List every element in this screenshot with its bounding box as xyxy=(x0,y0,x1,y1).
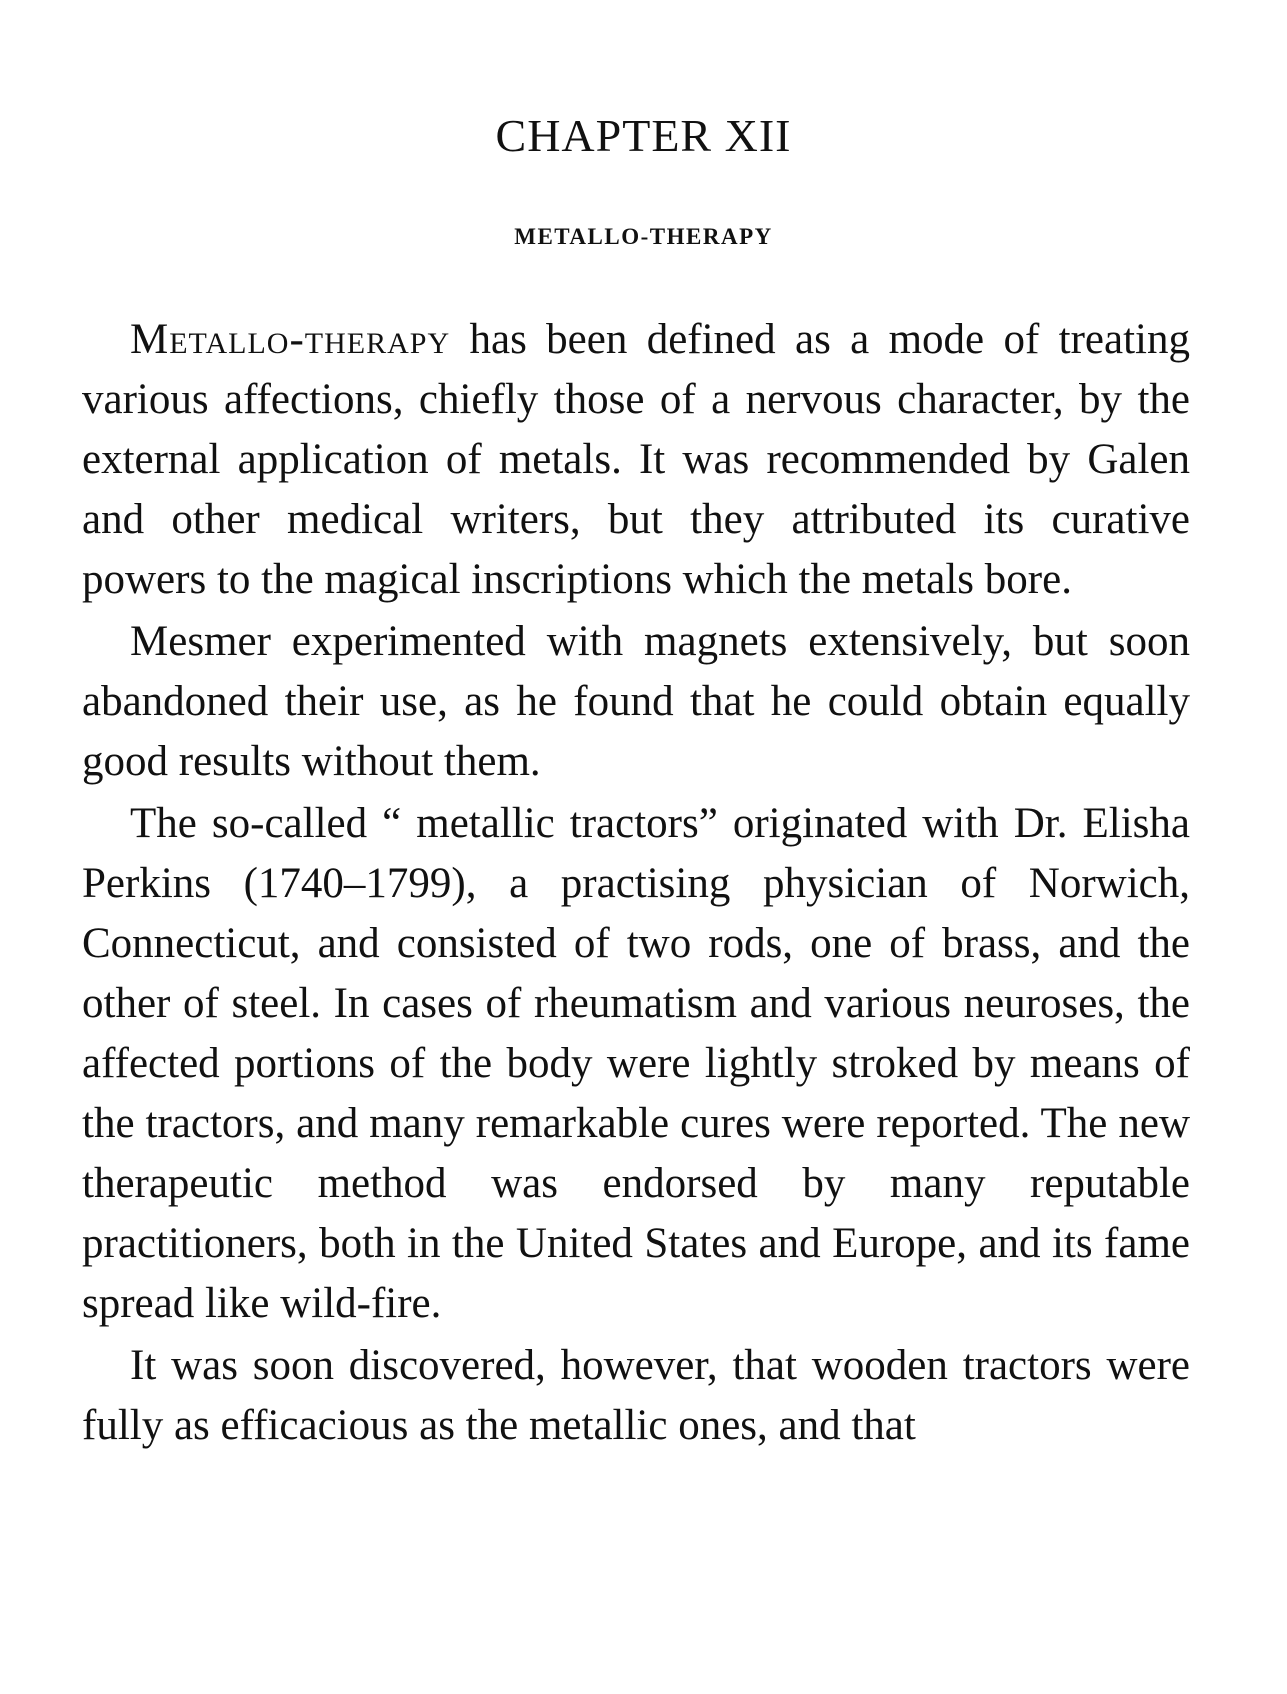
section-heading: METALLO-THERAPY xyxy=(514,224,773,249)
paragraph-2: Mesmer experimented with magnets extensively, but soon abandoned their use, as he found that he could obtain equally good results without them. xyxy=(82,618,1190,785)
paragraph-lead-word: Metallo-therapy xyxy=(130,316,451,363)
paragraph-1 xyxy=(82,310,1190,610)
paragraph-3: The so-called “ metallic tractors” originated with Dr. Elisha Perkins (1740–1799), a practising physician of Norwich, Connecticut, and consisted of two rods, one of brass, and the other of steel. In cases of rheumatism and various neuroses, the affected portions of the body were lightly stroked by means of the tractors, and many remarkable cures were reported. The new therapeutic method was endorsed by many reputable practitioners, both in the United States and Europe, and its fame spread like wild-fire. xyxy=(82,800,1190,1327)
paragraph-4: It was soon discovered, however, that wooden tractors were fully as efficacious as the metallic ones, and that xyxy=(82,1342,1190,1449)
paragraph-text: has been defined as a mode of treating various affections, chiefly those of a nervous character, by the external application of metals. It was recommended by Galen and other medical writers, but they attributed its curative powers to the magical inscriptions which the metals bore. xyxy=(82,316,1190,603)
chapter-heading: CHAPTER XII xyxy=(495,110,792,161)
chapter-body xyxy=(82,310,1190,1456)
